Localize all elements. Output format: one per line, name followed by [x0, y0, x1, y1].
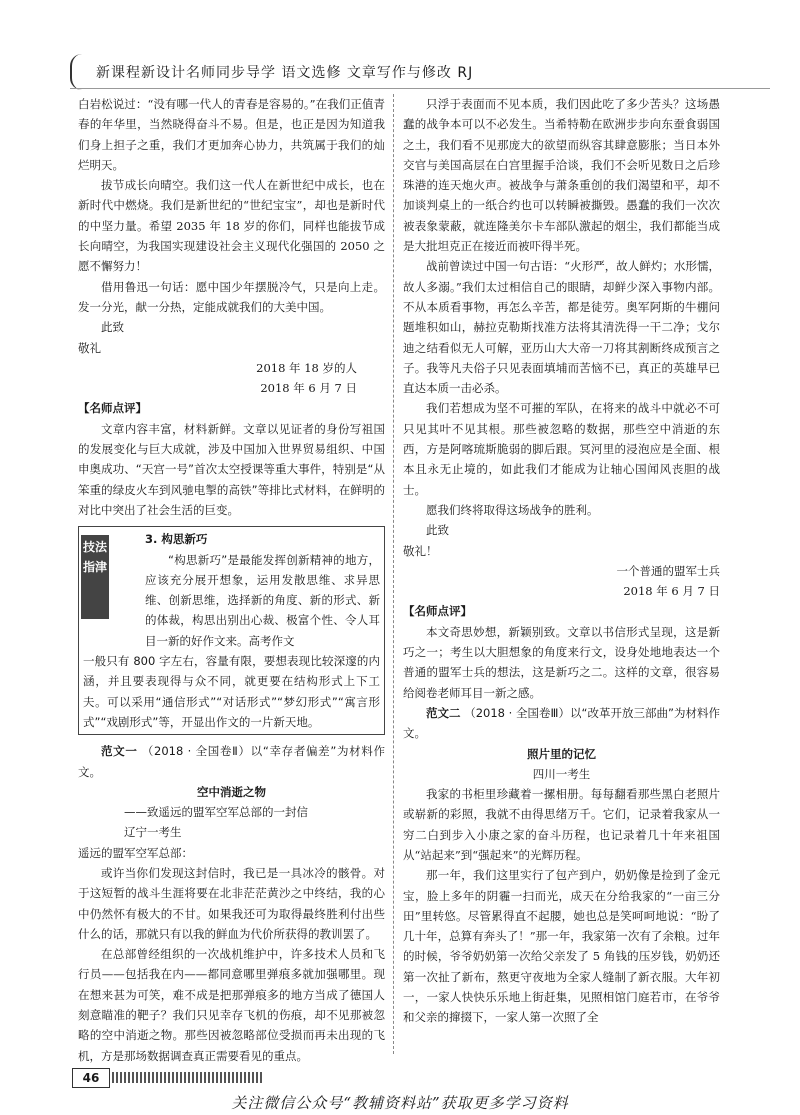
essay-paragraph: 战前曾读过中国一句古语：“火形严，故人鲜灼；水形懦，故人多溺。”我们太过相信自己的眼睛，却鲜少深入事物内部。不从本质看事物，再怎么辛苦，都是徒劳。奥军阿斯的牛棚问题堆积如山，赫拉克勒斯找准方法将其清洗得一干二净；戈尔迪之结看似无人可解，亚历山大大帝一刀将其割断终成预言之子。我等凡夫俗子只见表面填埔而苦恼不已，真正的英雄早已直达本质一击必杀。: [403, 259, 720, 396]
technique-text: 一般只有 800 字左右，容量有限，要想表现比较深邃的内涵，并且要表现得与众不同，就更要在结构形式上下工夫。可以采用“通信形式”“对话形式”“梦幻形式”“寓言形式”“戏剧形式”等，开显出作文的一片新天地。: [83, 654, 380, 729]
letter-paragraph: 拔节成长向晴空。我们这一代人在新世纪中成长，也在新时代中燃烧。我们是新世纪的“世纪宝宝”，却也是新时代的中坚力量。希望 2035 年 18 岁的你们，同样也能拔节成长向晴空，为我国实现建设社会主义现代化强国的 2050 之愿不懈努力！: [78, 178, 385, 274]
comment-text: 本文奇思妙想，新颖别致。文章以书信形式呈现，这是新巧之一；考生以大胆想象的角度来行文，设身处地地表达一个普通的盟军士兵的想法，这是新巧之二。这样的文章，很容易给阅卷老师耳目一新之感。: [403, 624, 720, 700]
example-label: 范文一: [101, 744, 138, 759]
page-number-dots: [112, 1072, 262, 1083]
essay-paragraph: 我家的书柜里珍藏着一摞相册。每每翻看那些黑白老照片或崭新的彩照，我就不由得思绪万千。它们，记录着我家从一穷二白到步入小康之家的奋斗历程，也记录着几十年来祖国从“站起来”到“强起来”的光辉历程。: [403, 787, 720, 862]
letter-paragraph: 借用鲁迅一句话：愿中国少年摆脱冷气，只是向上走。发一分光，献一分热，定能成就我们的大美中国。: [78, 279, 385, 314]
example-source: （2018 · 全国卷Ⅲ）以“改革开放三部曲”为材料作文。: [403, 705, 721, 741]
page-number: 46: [72, 1068, 110, 1088]
example-label: 范文二: [426, 705, 461, 720]
essay-paragraph: 只浮于表面而不见本质，我们因此吃了多少苦头？这场愚蠢的战争本可以不必发生。当希特勒在欧洲步步向东蚕食弱国之土，我们看不见那庞大的欲望而纵容其肆意膨胀；当日本外交官与美国高层在白宫里握手洽谈，我们不会听见数日之后珍珠港的连天炮火声。被战争与萧条重创的我们渴望和平，却不加谈判桌上的一纸合约也可以转瞬被撕毁。愚蠢的我们一次次被表象蒙蔽，就连隆美尔卡车部队激起的烟尘，我们都能当成是大批坦克正在接近而被吓得半死。: [403, 97, 720, 254]
closing-line: 敬礼！: [403, 543, 438, 558]
essay-paragraph: 那一年，我们这里实行了包产到户，奶奶像是捡到了金元宝，脸上多年的阴霾一扫而光，成天在分给我家的“一亩三分田”里转悠。尽管累得直不起腰，她也总是笑呵呵地说：“盼了几十年，总算有奔头了！”那一年，我家第一次有了余粮。过年的时候，爷爷奶奶第一次给父亲发了 5 角钱的压岁钱，奶奶还第一次扯了新布，熬更守夜地为全家人缝制了新衣服。大年初一，一家人快快乐乐地上街赶集，见照相馆门庭若市，在爷爷和父亲的撺掇下，一家人第一次照了全: [403, 868, 720, 1025]
example-source: （2018 · 全国卷Ⅱ）以“幸存者偏差”为材料作文。: [78, 744, 386, 779]
page-header: [70, 58, 770, 88]
left-column: [78, 94, 385, 1066]
letter-greeting: 遥远的盟军空军总部：: [78, 845, 193, 860]
technique-box: [78, 526, 385, 735]
essay-title: 空中消逝之物: [197, 784, 266, 799]
closing-line: 此致: [426, 523, 449, 538]
closing-line: 此致: [101, 320, 124, 335]
example-intro: [403, 703, 720, 744]
footer-note: 关注微信公众号“教辅资料站”获取更多学习资料: [231, 1094, 569, 1112]
essay-author: 辽宁一考生: [124, 825, 182, 840]
essay-paragraph: 我们若想成为坚不可摧的军队，在将来的战斗中就必不可只见其叶不见其根。那些被忽略的数据，那些空中消逝的东西，方是阿喀琉斯脆弱的脚后跟。冥河里的浸泡应是全面、根本且永无止境的，如此我们才能成为让轴心国闻风丧胆的战士。: [403, 401, 720, 497]
header-title: 新课程新设计名师同步导学 语文选修 文章写作与修改 RJ: [96, 65, 474, 81]
essay-paragraph: 在总部曾经组织的一次战机维护中，许多技术人员和飞行员——包括我在内——都同意哪里弹痕多就加强哪里。现在想来甚为可笑，难不成是把那弹痕多的地方当成了德国人刻意瞄准的靶子？我们只见幸存飞机的伤痕，却不见那被忽略的空中消逝之物。那些因被忽略部位受损而再未出现的飞机，方是那场数据调查真正需要看见的重点。: [78, 947, 385, 1063]
header-bracket: [70, 54, 82, 90]
signature: 一个普通的盟军士兵: [616, 563, 720, 578]
example-intro: [78, 741, 385, 782]
comment-text: 文章内容丰富，材料新鲜。文章以见证者的身份写祖国的发展变化与巨大成就，涉及中国加入世界贸易组织、中国申奥成功、“天宫一号”首次太空授课等重大事件，特别是“从笨重的绿皮火车到风驰电掣的高铁”等排比式材料，在鲜明的对比中突出了社会生活的巨变。: [78, 421, 385, 517]
right-column: [403, 94, 720, 1028]
technique-text: “构思新巧”是最能发挥创新精神的地方，应该充分展开想象，运用发散思维、求异思维、创新思维，选择新的角度、新的形式、新的体裁，构思出别出心裁、极富个性、令人耳目一新的好作文来。高考作文: [145, 552, 380, 648]
signature: 2018 年 18 岁的人: [256, 360, 357, 375]
letter-date: 2018 年 6 月 7 日: [260, 381, 357, 396]
closing-line: 敬礼: [78, 340, 101, 355]
essay-paragraph: 或许当你们发现这封信时，我已是一具冰冷的骸骨。对于这短暂的战斗生涯将要在北非茫茫黄沙之中终结，我的心中仍然怀有极大的不甘。如果我还可为取得最终胜利付出些什么的话，那就只有以我的鲜血为代价所获得的教训罢了。: [78, 865, 385, 941]
header-rule: [70, 88, 770, 89]
essay-title: 照片里的记忆: [527, 746, 596, 761]
essay-subtitle: ——致遥远的盟军空军总部的一封信: [124, 805, 308, 820]
letter-paragraph: 白岩松说过：“没有哪一代人的青春是容易的。”在我们正值青春的年华里，当然晓得奋斗不易。但是，也正是因为知道我们身上担子之重，我们才更加奔心协力，共筑属于我们的灿烂明天。: [78, 97, 385, 172]
technique-label: 技法指津: [81, 535, 109, 619]
column-divider: [393, 94, 394, 1054]
technique-heading: 3. 构思新巧: [145, 532, 208, 547]
essay-author: 四川一考生: [532, 766, 591, 781]
essay-paragraph: 愿我们终将取得这场战争的胜利。: [426, 502, 599, 517]
comment-tag: 【名师点评】: [78, 401, 147, 416]
letter-date: 2018 年 6 月 7 日: [623, 584, 720, 599]
comment-tag: 【名师点评】: [403, 604, 472, 619]
